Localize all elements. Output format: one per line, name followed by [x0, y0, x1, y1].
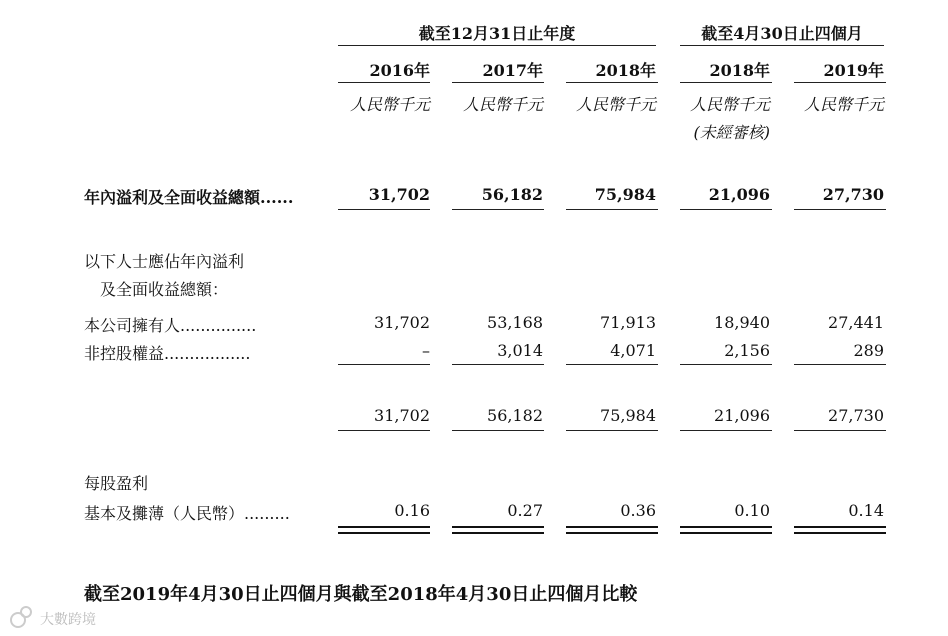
total-value-5: 27,730	[822, 185, 884, 204]
eps-double-rule-2	[452, 526, 544, 534]
total-row-label: 年內溢利及全面收益總額......	[84, 188, 294, 207]
nci-rule-5	[794, 364, 886, 365]
unit-label-5: 人民幣千元	[803, 95, 884, 114]
nci-row-label: 非控股權益.................	[84, 344, 251, 363]
eps-value-4: 0.10	[734, 501, 770, 520]
subtotal-value-4: 21,096	[714, 406, 770, 425]
eps-value-5: 0.14	[848, 501, 884, 520]
year-rule-2	[452, 82, 544, 83]
year-rule-4	[680, 82, 772, 83]
owners-value-4: 18,940	[714, 313, 770, 332]
eps-value-2: 0.27	[507, 501, 543, 520]
nci-rule-2	[452, 364, 544, 365]
unit-label-4: 人民幣千元	[689, 95, 770, 114]
year-header-2: 2017年	[482, 61, 543, 80]
nci-value-1: –	[422, 341, 430, 360]
subtotal-rule-5	[794, 430, 886, 431]
unaudited-label: (未經審核)	[693, 123, 770, 142]
unit-label-3: 人民幣千元	[575, 95, 656, 114]
section-title: 截至2019年4月30日止四個月與截至2018年4月30日止四個月比較	[84, 584, 638, 605]
total-rule-5	[794, 209, 886, 210]
header-period-rule	[680, 45, 884, 46]
year-header-5: 2019年	[823, 61, 884, 80]
eps-heading: 每股盈利	[84, 474, 149, 493]
owners-row-label: 本公司擁有人...............	[84, 316, 257, 335]
header-year-rule	[338, 45, 656, 46]
owners-value-2: 53,168	[487, 313, 543, 332]
subtotal-value-2: 56,182	[487, 406, 543, 425]
eps-value-3: 0.36	[620, 501, 656, 520]
year-rule-5	[794, 82, 886, 83]
nci-rule-4	[680, 364, 772, 365]
eps-double-rule-3	[566, 526, 658, 534]
nci-rule-3	[566, 364, 658, 365]
nci-rule-1	[338, 364, 430, 365]
header-period-group: 截至4月30日止四個月	[701, 24, 863, 43]
total-value-4: 21,096	[708, 185, 770, 204]
eps-double-rule-5	[794, 526, 886, 534]
nci-value-3: 4,071	[610, 341, 656, 360]
year-header-1: 2016年	[369, 61, 430, 80]
nci-value-4: 2,156	[724, 341, 770, 360]
total-rule-4	[680, 209, 772, 210]
eps-double-rule-1	[338, 526, 430, 534]
watermark-text: 大數跨境	[40, 612, 96, 628]
watermark-logo-icon-2	[20, 606, 32, 618]
attrib-heading-line1: 以下人士應佔年內溢利	[84, 252, 245, 271]
total-rule-1	[338, 209, 430, 210]
total-value-1: 31,702	[368, 185, 430, 204]
total-value-2: 56,182	[481, 185, 543, 204]
year-header-3: 2018年	[595, 61, 656, 80]
year-rule-1	[338, 82, 430, 83]
subtotal-rule-2	[452, 430, 544, 431]
subtotal-value-1: 31,702	[374, 406, 430, 425]
eps-value-1: 0.16	[394, 501, 430, 520]
year-header-4: 2018年	[709, 61, 770, 80]
nci-value-5: 289	[853, 341, 884, 360]
owners-value-3: 71,913	[600, 313, 656, 332]
subtotal-rule-3	[566, 430, 658, 431]
total-rule-3	[566, 209, 658, 210]
total-value-3: 75,984	[594, 185, 656, 204]
subtotal-rule-4	[680, 430, 772, 431]
eps-double-rule-4	[680, 526, 772, 534]
header-year-group: 截至12月31日止年度	[418, 24, 576, 43]
attrib-heading-line2: 及全面收益總額：	[100, 280, 229, 299]
year-rule-3	[566, 82, 658, 83]
subtotal-rule-1	[338, 430, 430, 431]
subtotal-value-3: 75,984	[600, 406, 656, 425]
unit-label-1: 人民幣千元	[349, 95, 430, 114]
unit-label-2: 人民幣千元	[462, 95, 543, 114]
owners-value-5: 27,441	[828, 313, 884, 332]
nci-value-2: 3,014	[497, 341, 543, 360]
eps-row-label: 基本及攤薄（人民幣）.........	[84, 504, 290, 523]
total-rule-2	[452, 209, 544, 210]
owners-value-1: 31,702	[374, 313, 430, 332]
subtotal-value-5: 27,730	[828, 406, 884, 425]
